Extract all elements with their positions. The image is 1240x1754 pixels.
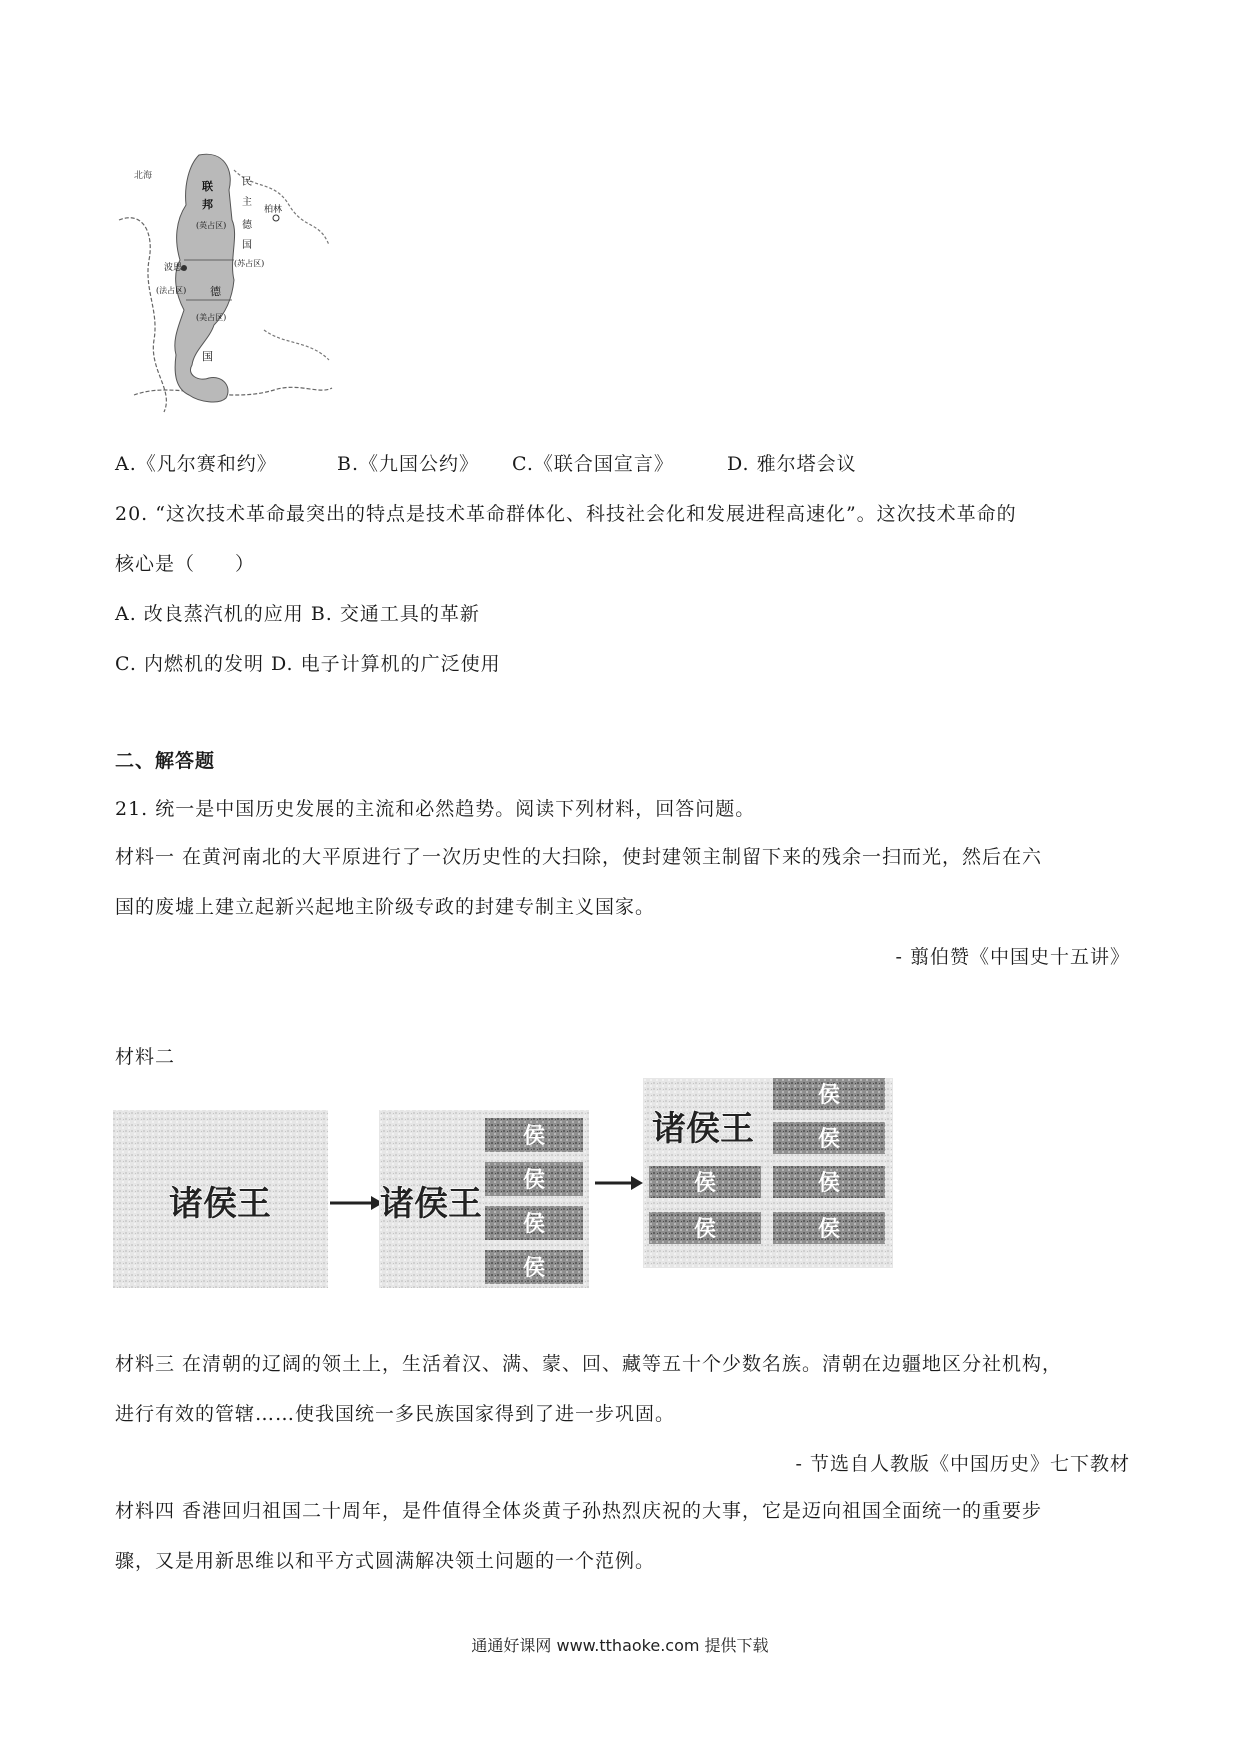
material3-line1: 材料三 在清朝的辽阔的领土上，生活着汉、满、蒙、回、藏等五十个少数名族。清朝在边疆地区分社机构， (115, 1353, 1063, 1375)
map-label: (英占区) (196, 221, 227, 230)
map-label: 国 (242, 240, 252, 251)
section-heading: 二、解答题 (115, 750, 216, 772)
q19-option-d: D. 雅尔塔会议 (727, 453, 857, 475)
map-label: 德 (210, 285, 221, 298)
map-label: 民 (242, 177, 252, 188)
map-label: 德 (242, 220, 252, 231)
hou-label: 侯 (817, 1126, 841, 1152)
map-label: 国 (202, 350, 213, 363)
material1-source: - 翦伯赞《中国史十五讲》 (895, 946, 1130, 968)
page-footer: 通通好课网 www.tthaoke.com 提供下载 (471, 1636, 769, 1655)
map-label: 邦 (202, 198, 213, 211)
hou-label: 侯 (693, 1216, 717, 1242)
material2-label: 材料二 (115, 1046, 176, 1068)
map-label: 主 (242, 197, 252, 208)
q20-stem-line2: 核心是（ ） (115, 553, 256, 575)
material3-line2: 进行有效的管辖……使我国统一多民族国家得到了进一步巩固。 (115, 1403, 676, 1425)
q20-stem-line1: 20. “这次技术革命最突出的特点是技术革命群体化、科技社会化和发展进程高速化”。这次技术革命的 (115, 503, 1017, 525)
map-label: 波恩 (164, 263, 183, 273)
map-label: (美占区) (196, 313, 227, 322)
q19-option-c: C.《联合国宣言》 (512, 453, 674, 475)
king-label-3: 诸侯王 (652, 1109, 754, 1149)
map-label: 联 (202, 180, 213, 193)
hou-label: 侯 (522, 1167, 546, 1193)
material1-line2: 国的废墟上建立起新兴起地主阶级专政的封建专制主义国家。 (115, 896, 656, 918)
map-label: 北海 (134, 171, 153, 181)
material1-line1: 材料一 在黄河南北的大平原进行了一次历史性的大扫除，使封建领主制留下来的残余一扫而光，然后在六 (115, 846, 1043, 868)
map-label: (法占区) (156, 286, 187, 295)
q20-options-line2: C. 内燃机的发明 D. 电子计算机的广泛使用 (115, 653, 501, 675)
hou-label: 侯 (522, 1255, 546, 1281)
hou-label: 侯 (522, 1123, 546, 1149)
hou-label: 侯 (693, 1170, 717, 1196)
q19-options (115, 455, 857, 474)
map-label: (苏占区) (234, 259, 265, 268)
hou-label: 侯 (817, 1216, 841, 1242)
germany-division-map (114, 150, 336, 418)
king-label-2: 诸侯王 (380, 1184, 482, 1224)
hou-label: 侯 (522, 1211, 546, 1237)
hou-label: 侯 (817, 1082, 841, 1108)
q20-options-line1: A. 改良蒸汽机的应用 B. 交通工具的革新 (115, 603, 480, 625)
q21-intro: 21. 统一是中国历史发展的主流和必然趋势。阅读下列材料，回答问题。 (115, 798, 756, 820)
arrow-2-head (631, 1176, 643, 1190)
king-label-1: 诸侯王 (169, 1184, 271, 1224)
q19-option-a: A.《凡尔赛和约》 (115, 453, 277, 475)
enfeoffment-diagram (113, 1070, 983, 1310)
hou-label: 侯 (817, 1170, 841, 1196)
map-label: 柏林 (264, 205, 283, 215)
material4-line1: 材料四 香港回归祖国二十周年，是件值得全体炎黄子孙热烈庆祝的大事，它是迈向祖国全面统一的重要步 (115, 1500, 1043, 1522)
q19-option-b: B.《九国公约》 (337, 453, 480, 475)
material3-source: - 节选自人教版《中国历史》七下教材 (795, 1453, 1130, 1475)
material4-line2: 骤，又是用新思维以和平方式圆满解决领土问题的一个范例。 (115, 1550, 656, 1572)
